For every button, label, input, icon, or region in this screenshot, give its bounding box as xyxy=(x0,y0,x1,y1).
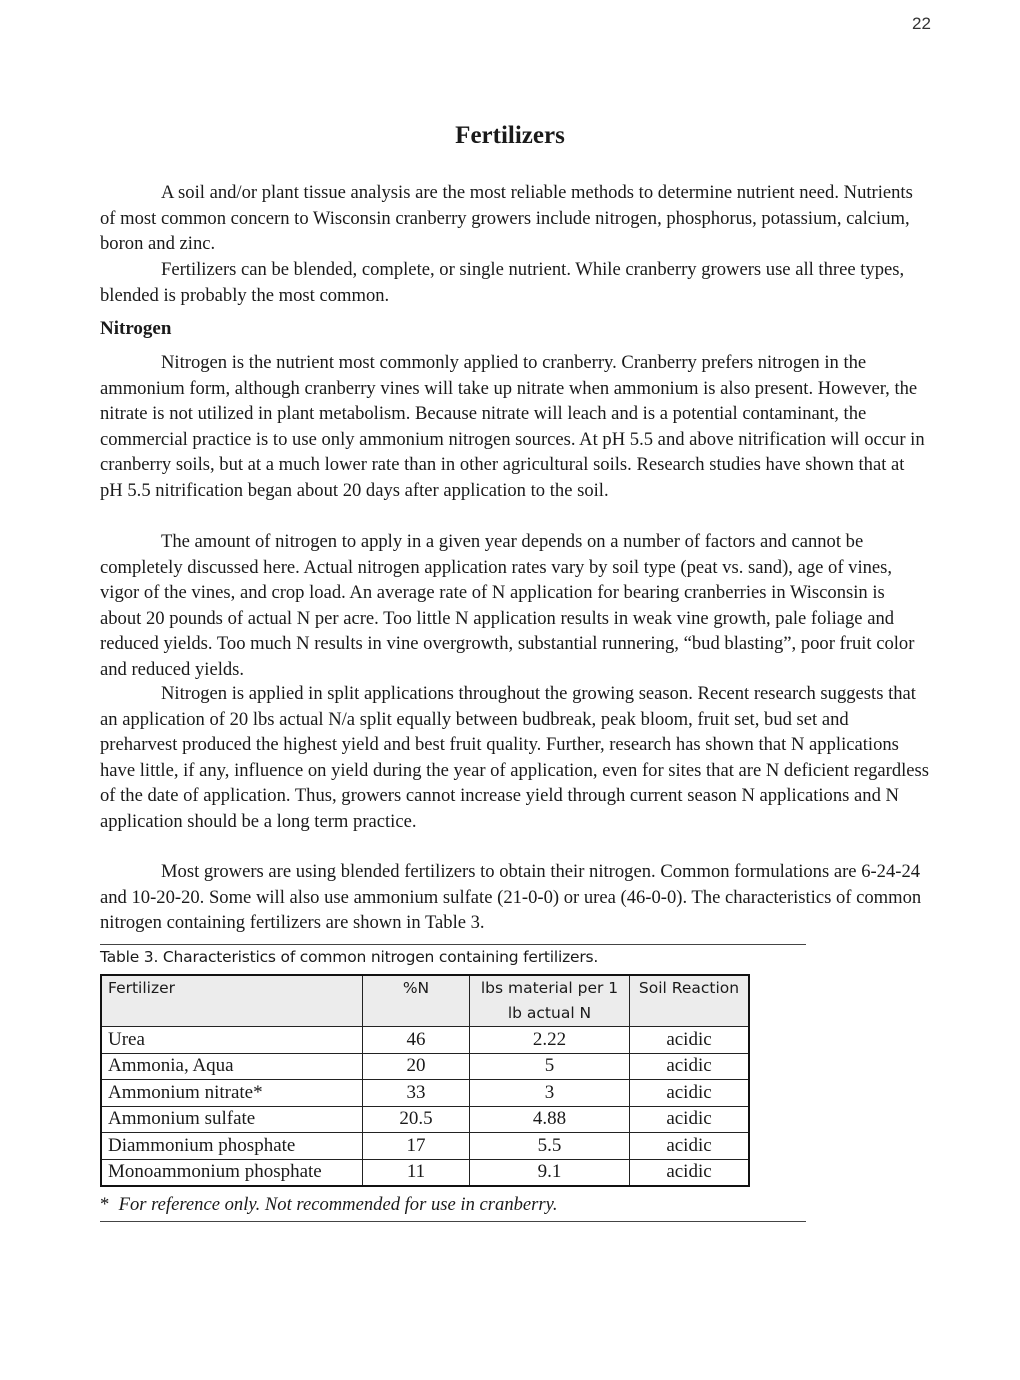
table-bottom-rule xyxy=(100,1221,806,1222)
cell-percent-n: 11 xyxy=(363,1159,470,1186)
cell-percent-n: 20 xyxy=(363,1053,470,1080)
page-number: 22 xyxy=(912,14,931,33)
table-row xyxy=(101,1159,749,1186)
header-lbs-material: lbs material per 1 lb actual N xyxy=(470,975,630,1027)
intro-paragraph-2: Fertilizers can be blended, complete, or single nutrient. While cranberry growers use all three types, blended is probably the most common. xyxy=(100,259,905,306)
nitrogen-paragraph-2: The amount of nitrogen to apply in a given year depends on a number of factors and cannot be completely discussed here. Actual nitrogen application rates vary by soil type (peat vs. sand), age of vines, vigor of the vines, and crop load. An average rate of N application for bearing cranberries in Wisconsin is about 20 pounds of actual N per acre. Too little N application results in weak vine growth, pale foliage and reduced yields. Too much N results in vine overgrowth, substantial runnering, “bud blasting”, poor fruit color and reduced yields. xyxy=(100,531,915,680)
cell-fertilizer: Ammonium nitrate* xyxy=(101,1080,363,1107)
section-heading-nitrogen: Nitrogen xyxy=(100,318,172,339)
intro-paragraph-1: A soil and/or plant tissue analysis are the most reliable methods to determine nutrient need. Nutrients of most common concern to Wisconsin cranberry growers include nitrogen, phosphorus, potassium, calcium, boron and zinc. xyxy=(100,182,913,255)
cell-percent-n: 17 xyxy=(363,1133,470,1160)
table-row xyxy=(101,1027,749,1054)
cell-soil-reaction: acidic xyxy=(630,1080,750,1107)
cell-lbs-material: 9.1 xyxy=(470,1159,630,1186)
table-caption: Table 3. Characteristics of common nitrogen containing fertilizers. xyxy=(100,948,599,966)
fertilizer-table xyxy=(100,974,750,1187)
header-percent-n: %N xyxy=(363,975,470,1027)
nitrogen-paragraph-1: Nitrogen is the nutrient most commonly applied to cranberry. Cranberry prefers nitrogen in the ammonium form, although cranberry vines will take up nitrate when ammonium is also present. However, the nitrate is not utilized in plant metabolism. Because nitrate will leach and is a potential contaminant, the commercial practice is to use only ammonium nitrogen sources. At pH 5.5 and above nitrification will occur in cranberry soils, but at a much lower rate than in other agricultural soils. Research studies have shown that at pH 5.5 nitrification began about 20 days after application to the soil. xyxy=(100,352,925,501)
cell-fertilizer: Ammonium sulfate xyxy=(101,1106,363,1133)
cell-fertilizer: Ammonia, Aqua xyxy=(101,1053,363,1080)
cell-soil-reaction: acidic xyxy=(630,1133,750,1160)
cell-percent-n: 33 xyxy=(363,1080,470,1107)
cell-fertilizer: Monoammonium phosphate xyxy=(101,1159,363,1186)
cell-soil-reaction: acidic xyxy=(630,1027,750,1054)
footnote-text: For reference only. Not recommended for use in cranberry. xyxy=(118,1194,558,1215)
cell-lbs-material: 2.22 xyxy=(470,1027,630,1054)
table-row xyxy=(101,1133,749,1160)
cell-fertilizer: Diammonium phosphate xyxy=(101,1133,363,1160)
table-footnote xyxy=(100,1194,558,1216)
cell-lbs-material: 5 xyxy=(470,1053,630,1080)
nitrogen-paragraph-4: Most growers are using blended fertilizers to obtain their nitrogen. Common formulations are 6-24-24 and 10-20-20. Some will also use ammonium sulfate (21-0-0) or urea (46-0-0). The characteristics of common nitrogen containing fertilizers are shown in Table 3. xyxy=(100,861,922,934)
page-title: Fertilizers xyxy=(455,122,565,149)
cell-percent-n: 46 xyxy=(363,1027,470,1054)
header-fertilizer: Fertilizer xyxy=(101,975,363,1027)
cell-percent-n: 20.5 xyxy=(363,1106,470,1133)
cell-soil-reaction: acidic xyxy=(630,1159,750,1186)
table-row xyxy=(101,1053,749,1080)
table-header-row xyxy=(101,975,749,1027)
cell-lbs-material: 4.88 xyxy=(470,1106,630,1133)
cell-lbs-material: 3 xyxy=(470,1080,630,1107)
cell-soil-reaction: acidic xyxy=(630,1106,750,1133)
footnote-mark: * xyxy=(100,1194,110,1215)
table-row xyxy=(101,1080,749,1107)
table-top-rule xyxy=(100,944,806,945)
header-soil-reaction: Soil Reaction xyxy=(630,975,750,1027)
nitrogen-paragraph-3: Nitrogen is applied in split applications throughout the growing season. Recent research suggests that an application of 20 lbs actual N/a split equally between budbreak, peak bloom, fruit set, bud set and preharvest produced the highest yield and best fruit quality. Further, research has shown that N applications have little, if any, influence on yield during the year of application, even for sites that are N deficient regardless of the date of application. Thus, growers cannot increase yield through current season N applications and N application should be a long term practice. xyxy=(100,683,930,832)
cell-lbs-material: 5.5 xyxy=(470,1133,630,1160)
table-row xyxy=(101,1106,749,1133)
cell-soil-reaction: acidic xyxy=(630,1053,750,1080)
cell-fertilizer: Urea xyxy=(101,1027,363,1054)
